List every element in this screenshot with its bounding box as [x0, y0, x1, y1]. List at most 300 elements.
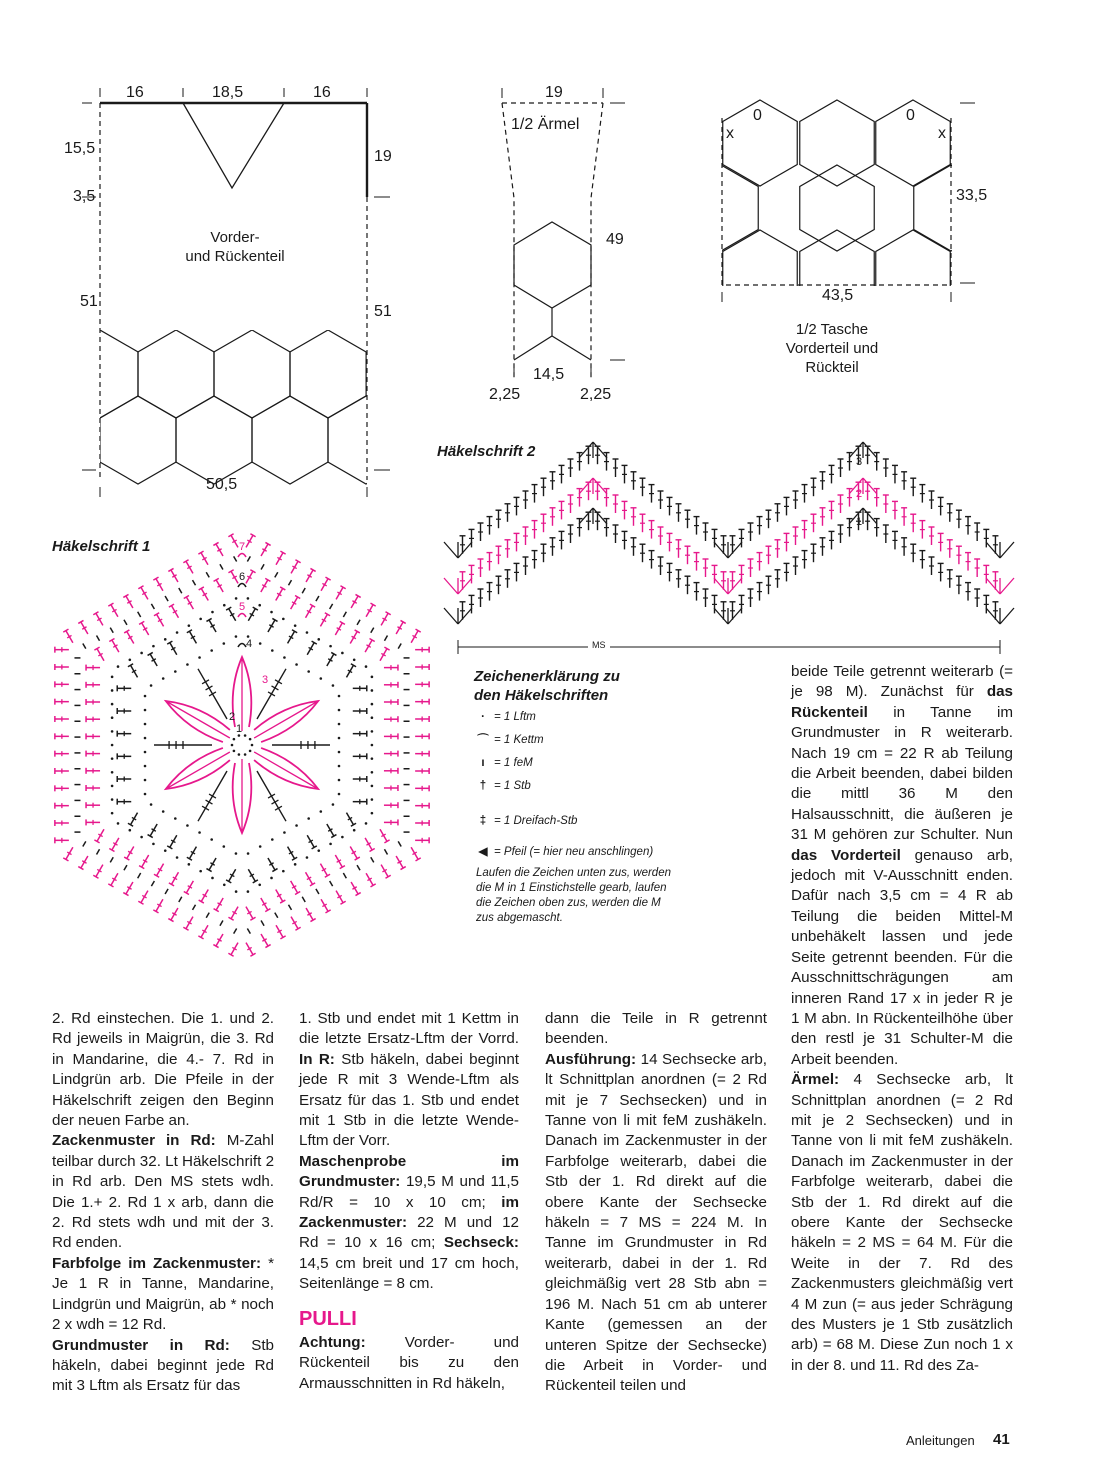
text: 14,5 cm breit und 17 cm hoch, Seitenlänge = 8 cm. — [299, 1254, 519, 1293]
chain-stitch-dot — [320, 810, 323, 813]
chain-stitch-dot — [371, 798, 374, 801]
chart1-round-4: 4 — [246, 638, 253, 650]
chain-stitch-dot — [307, 817, 310, 820]
sleeve-dim-bottom: 14,5 — [533, 366, 565, 383]
text: in Tanne im Grundmuster in R weiterarb. Nach 19 cm = 22 R ab Teilung die Arbeit beenden, dabei bilden die mittl 36 M den Halsausschnitt, die äußeren je 31 M gehören zur Schulter. Nun — [791, 703, 1013, 844]
stitch-mark — [83, 841, 86, 846]
triple-stitch-bar — [272, 686, 279, 690]
chart1-round-5: 5 — [239, 601, 246, 613]
stitch-mark — [302, 897, 305, 902]
text-bold: Ärmel: — [791, 1071, 840, 1089]
chain-stitch-dot — [152, 645, 155, 648]
chain-stitch-dot — [258, 883, 261, 886]
stitch-mark — [97, 636, 100, 641]
body-dim-armhole: 19 — [374, 148, 392, 165]
stitch-mark — [275, 572, 278, 577]
chain-stitch-dot — [144, 723, 147, 726]
chain-stitch-dot — [117, 665, 120, 668]
chain-stitch-dot — [210, 649, 213, 652]
chain-stitch-dot — [307, 670, 310, 673]
chain-stitch-dot — [150, 803, 153, 806]
chain-stitch-dot — [188, 863, 191, 866]
chart2-ms-label: MS — [588, 640, 610, 650]
chain-stitch-dot — [140, 652, 143, 655]
stitch-mark — [220, 564, 223, 569]
text: Vorder- und Rückenteil bis zu den Armausschnitten in Rd häkeln, — [299, 1333, 519, 1392]
body-dim-height-left: 51 — [80, 293, 98, 310]
center-chain-dot — [249, 738, 252, 741]
chain-stitch-dot — [353, 658, 356, 661]
slip-stitch-mark — [238, 554, 246, 558]
chain-stitch-dot — [199, 870, 202, 873]
chain-stitch-dot — [332, 684, 335, 687]
legend-item — [476, 841, 653, 864]
stitch-mark — [220, 921, 223, 926]
chart2-round-1: 1 — [856, 516, 863, 528]
chain-stitch-dot — [150, 684, 153, 687]
text-bold: das Rückenteil — [791, 683, 1013, 721]
body-dim-top-right: 16 — [313, 84, 331, 101]
chain-stitch-dot — [247, 890, 250, 893]
chart2-round-2: 2 — [856, 488, 863, 500]
chain-stitch-dot — [341, 652, 344, 655]
legend-label: = 1 Stb — [494, 780, 531, 792]
bag-mark-o1: 0 — [753, 107, 762, 124]
chain-stitch-dot — [111, 676, 114, 679]
chain-stitch-dot — [371, 771, 374, 774]
hexagon — [138, 330, 214, 418]
legend-symbol-lftm: · — [481, 711, 485, 723]
chain-stitch-dot — [306, 631, 309, 634]
paragraph — [52, 1336, 274, 1397]
chain-stitch-dot — [211, 877, 214, 880]
paragraph — [52, 1131, 274, 1253]
chain-stitch-dot — [223, 845, 226, 848]
paragraph — [545, 1050, 767, 1397]
chain-stitch-dot — [295, 663, 298, 666]
stitch-mark — [124, 620, 127, 625]
triple-stitch-bar — [202, 680, 209, 684]
legend-item — [476, 775, 653, 798]
text: 19,5 M und 11,5 Rd/R = 10 x 10 cm; — [299, 1173, 519, 1211]
text: Stb häkeln, dabei beginnt jede R mit 3 Wende-Lftm als Ersatz für das 1. Stb und endet mit 1 Stb in die letzte Wende-Lftm der Vorr. — [299, 1050, 519, 1150]
stitch-mark — [193, 905, 196, 910]
legend-label: = 1 Dreifach-Stb — [494, 815, 578, 827]
chain-stitch-dot — [223, 642, 226, 645]
chain-stitch-dot — [235, 597, 238, 600]
text: M-Zahl teilbar durch 32. Lt Häkelschrift 2 in Rd arb. Den MS stets wdh. Die 1.+ 2. Rd 1 x arb, dann die 2. Rd stets wdh und mit der 3. Rd enden. — [52, 1132, 275, 1252]
chain-stitch-dot — [111, 812, 114, 815]
stitch-mark — [398, 841, 401, 846]
hexagon — [290, 330, 366, 418]
legend-list — [476, 706, 653, 864]
stitch-mark — [261, 921, 264, 926]
chain-stitch-dot — [164, 849, 167, 852]
text: Stb häkeln, dabei beginnt jede Rd mit 3 Lftm als Ersatz für das — [52, 1336, 274, 1395]
chain-stitch-dot — [259, 845, 262, 848]
stitch-mark — [83, 643, 86, 648]
center-chain-dot — [251, 744, 254, 747]
stitch-mark — [330, 881, 333, 886]
text-column-3 — [545, 1009, 767, 1397]
hexagon — [876, 230, 950, 316]
body-dim-top-left: 16 — [126, 84, 144, 101]
bag-dim-width: 43,5 — [822, 287, 854, 304]
stitch-mark — [316, 596, 319, 601]
stitch-mark — [247, 556, 250, 561]
stitch-mark — [179, 897, 182, 902]
body-dim-bottom: 50,5 — [206, 476, 238, 493]
zigzag-fan — [1000, 542, 1014, 558]
chain-stitch-dot — [199, 618, 202, 621]
triple-stitch-bar — [206, 686, 213, 690]
chain-stitch-dot — [235, 890, 238, 893]
chain-stitch-dot — [111, 757, 114, 760]
chain-stitch-dot — [111, 785, 114, 788]
body-hexagons — [62, 330, 404, 484]
hexagon — [214, 330, 290, 418]
chain-stitch-dot — [270, 611, 273, 614]
stitch-mark — [371, 857, 374, 862]
chain-stitch-dot — [111, 689, 114, 692]
sleeve-dim-length: 49 — [606, 231, 624, 248]
text: genauso arb, jedoch mit V-Ausschnitt enden. Dafür nach 3,5 cm = 4 R ab Teilung die beiden Mittel-M unbehäkelt lassen und jede Seite getrennt beenden. Für die Ausschnittschrägungen am inneren Rand 17 x in jeder R je 1 M abn. In Rückenteilhöhe über den restl je 31 Schulter-M die Arbeit beenden. — [791, 846, 1013, 1068]
center-chain-dot — [233, 750, 236, 753]
sleeve-right — [591, 103, 603, 380]
chart1-round-1: 1 — [236, 723, 243, 735]
chain-stitch-dot — [186, 663, 189, 666]
center-chain-dot — [238, 753, 241, 756]
stitch-mark — [151, 604, 154, 609]
paragraph — [299, 1152, 519, 1295]
paragraph — [52, 1254, 274, 1336]
chain-stitch-dot — [111, 744, 114, 747]
chain-stitch-dot — [144, 779, 147, 782]
chain-stitch-dot — [198, 831, 201, 834]
chain-stitch-dot — [371, 716, 374, 719]
chain-stitch-dot — [176, 856, 179, 859]
text: * Je 1 R in Tanne, Mandarine, Lindgrün und Maigrün, ab * noch 2 x wdh = 12 Rd. — [52, 1254, 274, 1334]
chain-stitch-dot — [152, 843, 155, 846]
chain-stitch-dot — [198, 656, 201, 659]
chain-stitch-dot — [371, 676, 374, 679]
chart2-round-3: 3 — [856, 456, 863, 468]
legend-label: = 1 Kettm — [494, 734, 544, 746]
chain-stitch-dot — [235, 852, 238, 855]
stitch-mark — [247, 928, 250, 933]
triple-stitch-bar — [206, 800, 213, 804]
triple-stitch-bar — [202, 806, 209, 810]
footer-section: Anleitungen — [906, 1433, 975, 1448]
chain-stitch-dot — [371, 703, 374, 706]
stitch-mark — [398, 643, 401, 648]
stitch-mark — [97, 849, 100, 854]
chain-stitch-dot — [174, 670, 177, 673]
stitch-mark — [138, 873, 141, 878]
center-chain-dot — [244, 753, 247, 756]
zigzag-fan — [1000, 608, 1014, 624]
page-number: 41 — [993, 1431, 1010, 1448]
legend-symbol-dreifach-stb: ‡ — [479, 815, 487, 827]
stitch-mark — [124, 865, 127, 870]
chain-stitch-dot — [365, 822, 368, 825]
chain-stitch-dot — [144, 765, 147, 768]
body-label: Vorder- und Rückenteil — [185, 229, 285, 265]
chain-stitch-dot — [144, 737, 147, 740]
text-bold: das Vorderteil — [791, 846, 901, 864]
slip-stitch-mark — [238, 584, 246, 588]
bag-label: 1/2 Tasche Vorderteil und Rückteil — [785, 321, 879, 376]
stitch-mark — [206, 913, 209, 918]
bag-mark-o2: 0 — [906, 107, 915, 124]
chain-stitch-dot — [371, 689, 374, 692]
stitch-mark — [288, 580, 291, 585]
chain-stitch-dot — [329, 843, 332, 846]
stitch-mark — [234, 556, 237, 561]
chain-stitch-dot — [129, 829, 132, 832]
text-bold: In R: — [299, 1050, 335, 1068]
legend-item — [476, 752, 653, 775]
stitch-mark — [110, 857, 113, 862]
chain-stitch-dot — [338, 737, 341, 740]
chain-stitch-dot — [371, 785, 374, 788]
sleeve-dim-top: 19 — [545, 84, 563, 101]
text-bold: Ausführung: — [545, 1050, 637, 1068]
chain-stitch-dot — [211, 611, 214, 614]
center-chain-dot — [233, 738, 236, 741]
paragraph — [52, 1009, 274, 1131]
body-dim-top-center: 18,5 — [212, 84, 244, 101]
stitch-mark — [234, 928, 237, 933]
sleeve-label: 1/2 Ärmel — [511, 116, 580, 133]
chain-stitch-dot — [235, 635, 238, 638]
chain-stitch-dot — [329, 645, 332, 648]
text-bold: Farbfolge im Zackenmuster: — [52, 1254, 262, 1272]
bag-dim-height: 33,5 — [956, 187, 988, 204]
stitch-mark — [206, 572, 209, 577]
section-heading — [299, 1307, 519, 1333]
paragraph — [299, 1333, 519, 1394]
text: 1. Stb und endet mit 1 Kettm in die letzte Ersatz-Lftm der Vorrd. — [299, 1010, 519, 1048]
chain-stitch-dot — [295, 824, 298, 827]
chain-stitch-dot — [258, 604, 261, 607]
hexagon — [800, 165, 874, 251]
legend-symbol-kettm: ⌒ — [477, 734, 489, 746]
chain-stitch-dot — [270, 877, 273, 880]
stitch-mark — [165, 596, 168, 601]
text-bold: Achtung: — [299, 1333, 366, 1351]
chart1-round-3: 3 — [262, 674, 269, 686]
chain-stitch-dot — [294, 863, 297, 866]
stitch-mark — [275, 913, 278, 918]
text: 14 Sechsecke arb, lt Schnittplan anordnen (= 2 Rd mit je 7 Sechsecken) und in Tanne von li mit feM zushäkeln. Danach im Zackenmuster in der Farbfolge weiterarb, dabei die Stb der 1. Rd direkt auf die obere Kante der Sechsecke häkeln = 7 MS = 224 M. In Tanne im Grundmuster in Rd weiterarb, dabei in der 1. Rd gleichmäßig vert 28 Stb abn = 196 M. Nach 51 cm ab unterer Kante (gemessen an der unteren Spitze der Sechsecke) die Arbeit in Vorder- und Rückenteil teilen und — [545, 1050, 767, 1395]
chain-stitch-dot — [144, 709, 147, 712]
body-dim-v: 3,5 — [73, 188, 96, 205]
zigzag-fan — [444, 542, 458, 558]
pulli-heading: PULLI — [299, 1307, 357, 1330]
stitch-mark — [357, 620, 360, 625]
chart1-title: Häkelschrift 1 — [52, 538, 151, 555]
zigzag-fan — [1000, 578, 1014, 594]
chain-stitch-dot — [186, 824, 189, 827]
paragraph — [791, 662, 1013, 1070]
sleeve-dim-bottom-left: 2,25 — [489, 386, 521, 403]
text-bold: Sechseck: — [443, 1234, 519, 1252]
chain-stitch-dot — [271, 649, 274, 652]
bag-mark-x2: x — [938, 125, 946, 142]
chain-stitch-dot — [282, 870, 285, 873]
chain-stitch-dot — [111, 703, 114, 706]
chart1-round-7: 7 — [239, 541, 246, 553]
legend-item — [476, 729, 653, 752]
stitch-mark — [343, 873, 346, 878]
text-column-2 — [299, 1009, 519, 1394]
center-chain-dot — [244, 734, 247, 737]
stitch-mark — [371, 628, 374, 633]
chain-stitch-dot — [338, 709, 341, 712]
chain-stitch-dot — [188, 624, 191, 627]
triple-stitch-bar — [268, 692, 275, 696]
chain-stitch-dot — [338, 723, 341, 726]
text-bold: Zackenmuster in Rd: — [52, 1132, 216, 1150]
stitch-mark — [261, 564, 264, 569]
body-dim-height-right: 51 — [374, 303, 392, 320]
text-bold: Grundmuster in Rd: — [52, 1336, 230, 1354]
sleeve-hexagon-bottom — [514, 336, 591, 360]
chain-stitch-dot — [338, 793, 341, 796]
stitch-mark — [302, 588, 305, 593]
stitch-mark — [193, 580, 196, 585]
text: beide Teile getrennt weiterarb (= je 98 M). Zunächst für — [791, 663, 1013, 701]
chain-stitch-dot — [144, 793, 147, 796]
legend-item — [476, 706, 653, 729]
hexagon — [252, 396, 328, 484]
stitch-mark — [288, 905, 291, 910]
legend-title: Zeichenerklärung zu den Häkelschriften — [474, 668, 620, 704]
chain-stitch-dot — [117, 822, 120, 825]
text-bold: Maschenprobe im Grundmuster: — [299, 1152, 519, 1191]
stitch-mark — [384, 849, 387, 854]
paragraph — [791, 1070, 1013, 1376]
chain-stitch-dot — [144, 751, 147, 754]
chain-stitch-dot — [144, 695, 147, 698]
chain-stitch-dot — [306, 856, 309, 859]
chain-stitch-dot — [341, 836, 344, 839]
legend-note: Laufen die Zeichen unten zus, werden die M in 1 Einstichstelle gearb, laufen die Zeichen oben zus, werden die M zus abgemascht. — [476, 867, 671, 924]
text: 2. Rd einstechen. Die 1. und 2. Rd jeweils in Maigrün, die 3. Rd in Mandarine, die 4.- 7. Rd in Lindgrün arb. Die Pfeile in der Häkelschrift zeigen den Beginn der neuen Farbe an. — [52, 1010, 274, 1130]
chain-stitch-dot — [162, 810, 165, 813]
chain-stitch-dot — [111, 771, 114, 774]
chain-stitch-dot — [371, 757, 374, 760]
chain-stitch-dot — [320, 677, 323, 680]
chain-stitch-dot — [365, 665, 368, 668]
chain-stitch-dot — [111, 730, 114, 733]
chain-stitch-dot — [247, 852, 250, 855]
legend-label: = Pfeil (= hier neu anschlingen) — [494, 846, 654, 858]
chain-stitch-dot — [371, 812, 374, 815]
hexagon — [800, 100, 874, 186]
stitch-mark — [151, 881, 154, 886]
chain-stitch-dot — [283, 831, 286, 834]
text: dann die Teile in R getrennt beenden. — [545, 1010, 767, 1048]
chain-stitch-dot — [282, 618, 285, 621]
body-dim-neck: 15,5 — [64, 140, 96, 157]
chain-stitch-dot — [223, 883, 226, 886]
zigzag-fan — [444, 608, 458, 624]
stitch-mark — [330, 604, 333, 609]
stitch-mark — [357, 865, 360, 870]
chart1-round-6: 6 — [239, 571, 246, 583]
center-chain-dot — [231, 744, 234, 747]
legend-label: = 1 feM — [494, 757, 533, 769]
chain-stitch-dot — [176, 631, 179, 634]
chain-stitch-dot — [338, 695, 341, 698]
sleeve-hexagon — [514, 222, 591, 308]
legend-symbol-arrow: ◀ — [478, 846, 488, 858]
stitch-mark — [343, 612, 346, 617]
stitch-mark — [316, 889, 319, 894]
paragraph — [545, 1009, 767, 1050]
chain-stitch-dot — [111, 716, 114, 719]
chain-stitch-dot — [174, 817, 177, 820]
legend-item — [476, 810, 653, 833]
stitch-mark — [138, 612, 141, 617]
chain-stitch-dot — [210, 838, 213, 841]
stitch-mark — [110, 628, 113, 633]
chain-stitch-dot — [140, 836, 143, 839]
triple-stitch-bar — [209, 794, 216, 798]
chain-stitch-dot — [223, 604, 226, 607]
chart1-round-2: 2 — [229, 711, 236, 723]
sleeve-dim-bottom-right: 2,25 — [580, 386, 612, 403]
text-column-4 — [791, 662, 1013, 1376]
chain-stitch-dot — [371, 730, 374, 733]
chain-stitch-dot — [353, 829, 356, 832]
triple-stitch-bar — [209, 692, 216, 696]
chain-stitch-dot — [338, 751, 341, 754]
chain-stitch-dot — [338, 765, 341, 768]
text-bold: im Zackenmuster: — [299, 1193, 519, 1232]
chain-stitch-dot — [332, 803, 335, 806]
chain-stitch-dot — [259, 642, 262, 645]
zigzag-fan — [444, 578, 458, 594]
chain-stitch-dot — [164, 638, 167, 641]
chain-stitch-dot — [371, 744, 374, 747]
chain-stitch-dot — [294, 624, 297, 627]
hexagon — [328, 396, 404, 484]
slip-stitch-mark — [238, 614, 246, 618]
sleeve-left — [502, 103, 514, 380]
slip-stitch-mark — [238, 644, 246, 648]
chain-stitch-dot — [129, 658, 132, 661]
legend-symbol-fem: ı — [481, 757, 485, 769]
stitch-mark — [165, 889, 168, 894]
paragraph — [299, 1009, 519, 1152]
stitch-mark — [384, 636, 387, 641]
chain-stitch-dot — [283, 656, 286, 659]
chain-stitch-dot — [338, 779, 341, 782]
legend-label: = 1 Lftm — [494, 711, 536, 723]
chain-stitch-dot — [271, 838, 274, 841]
text: 22 M und 12 Rd = 10 x 16 cm; — [299, 1214, 519, 1252]
chain-stitch-dot — [162, 677, 165, 680]
text-column-1 — [52, 1009, 274, 1397]
hexagon — [176, 396, 252, 484]
triple-stitch-bar — [275, 806, 282, 810]
chain-stitch-dot — [247, 597, 250, 600]
chart2-title: Häkelschrift 2 — [437, 443, 536, 460]
chain-stitch-dot — [317, 849, 320, 852]
